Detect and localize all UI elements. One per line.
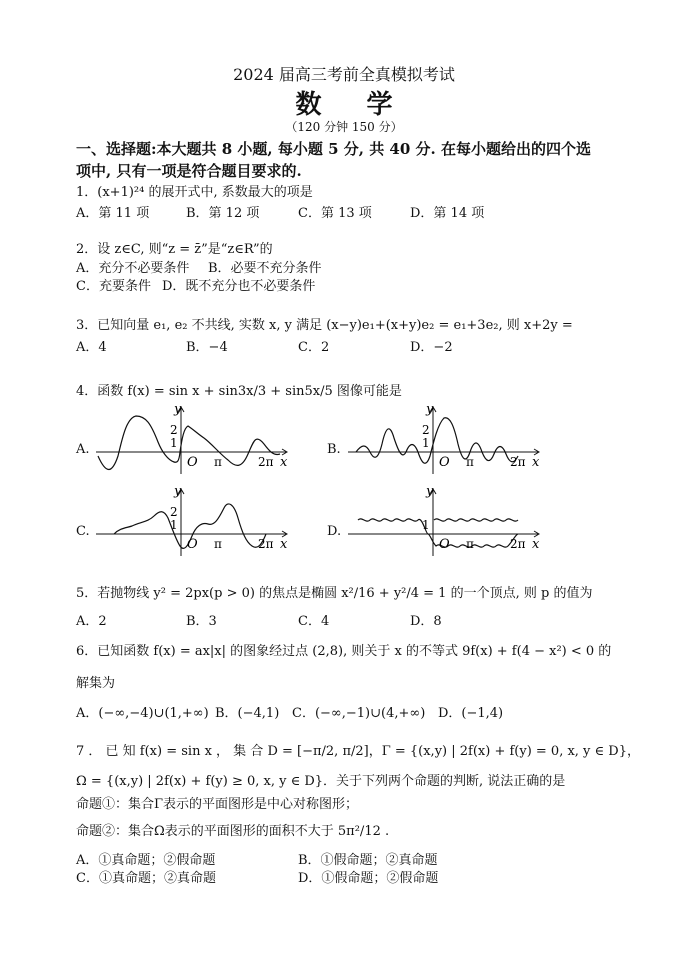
q4-option-b-label: B. bbox=[327, 442, 341, 457]
q7-stem-line1: 7 ． 已 知 f(x) = sin x ， 集 合 D = [−π/2, π/2]，Γ = {(x,y) | 2f(x) + f(y) = 0, x, y ∈ D}， bbox=[76, 744, 640, 759]
graph-d-curve bbox=[358, 519, 518, 547]
q6-stem-line2: 解集为 bbox=[76, 676, 116, 691]
tick-2: 2 bbox=[170, 505, 178, 519]
y-label: y bbox=[174, 486, 182, 499]
origin-label: O bbox=[439, 537, 450, 552]
q4-graph-d bbox=[348, 486, 548, 558]
q7-option-b: B．①假命题；②真命题 bbox=[298, 853, 438, 868]
q3-option-d: D．−2 bbox=[410, 340, 453, 355]
q3-option-c: C．2 bbox=[298, 340, 330, 355]
tick-2pi: 2π bbox=[258, 455, 274, 469]
q2-stem: 2．设 z∈C, 则“z = z̄”是“z∈R”的 bbox=[76, 242, 273, 257]
tick-1: 1 bbox=[170, 518, 178, 532]
q1-option-b: B．第 12 项 bbox=[186, 206, 260, 221]
exam-meta: （120 分钟 150 分） bbox=[285, 120, 403, 134]
x-label: x bbox=[280, 537, 288, 552]
q3-option-b: B．−4 bbox=[186, 340, 228, 355]
q5-option-c: C．4 bbox=[298, 614, 330, 629]
tick-1: 1 bbox=[170, 436, 178, 450]
q2-option-d: D．既不充分也不必要条件 bbox=[162, 279, 316, 294]
q1-option-c: C．第 13 项 bbox=[298, 206, 372, 221]
q4-option-d-label: D. bbox=[327, 524, 342, 539]
q4-graph-c bbox=[96, 486, 296, 558]
graph-d-curve-upper bbox=[434, 519, 518, 521]
tick-2: 2 bbox=[170, 423, 178, 437]
tick-pi: π bbox=[214, 455, 222, 469]
tick-2pi: 2π bbox=[510, 537, 526, 551]
q5-option-a: A．2 bbox=[76, 614, 107, 629]
q7-proposition-1: 命题①：集合Γ表示的平面图形是中心对称图形； bbox=[76, 797, 359, 812]
q1-option-d: D．第 14 项 bbox=[410, 206, 485, 221]
origin-label: O bbox=[187, 537, 198, 552]
q7-proposition-2: 命题②：集合Ω表示的平面图形的面积不大于 5π²/12 . bbox=[76, 824, 390, 839]
tick-1: 1 bbox=[422, 436, 430, 450]
q4-stem: 4．函数 f(x) = sin x + sin3x/3 + sin5x/5 图像可能是 bbox=[76, 384, 402, 399]
x-label: x bbox=[280, 455, 288, 470]
x-label: x bbox=[532, 455, 540, 470]
q6-option-a: A．(−∞,−4)∪(1,+∞) bbox=[76, 706, 209, 721]
q2-option-b: B．必要不充分条件 bbox=[208, 261, 322, 276]
tick-2pi: 2π bbox=[510, 455, 526, 469]
tick-1: 1 bbox=[422, 518, 430, 532]
y-label: y bbox=[426, 404, 434, 417]
q4-graph-a bbox=[96, 404, 296, 476]
x-label: x bbox=[532, 537, 540, 552]
q6-option-b: B．(−4,1) bbox=[215, 706, 280, 721]
origin-label: O bbox=[439, 455, 450, 470]
q7-option-d: D．①假命题；②假命题 bbox=[298, 871, 439, 886]
q2-option-a: A．充分不必要条件 bbox=[76, 261, 190, 276]
q4-option-a-label: A. bbox=[76, 442, 90, 457]
q7-option-a: A．①真命题；②假命题 bbox=[76, 853, 216, 868]
tick-2: 2 bbox=[422, 423, 430, 437]
tick-2pi: 2π bbox=[258, 537, 274, 551]
exam-title: 2024 届高三考前全真模拟考试 bbox=[233, 65, 455, 84]
q4-option-c-label: C. bbox=[76, 524, 90, 539]
q5-option-b: B．3 bbox=[186, 614, 217, 629]
graph-b-curve bbox=[356, 418, 518, 463]
q4-graph-b bbox=[348, 404, 548, 476]
section-heading-line1: 一、选择题:本大题共 8 小题, 每小题 5 分, 共 40 分. 在每小题给出的四个选 bbox=[76, 140, 591, 158]
section-heading-line2: 项中, 只有一项是符合题目要求的. bbox=[76, 162, 302, 180]
q5-option-d: D．8 bbox=[410, 614, 442, 629]
q6-option-d: D．(−1,4) bbox=[438, 706, 504, 721]
q6-option-c: C．(−∞,−1)∪(4,+∞) bbox=[292, 706, 426, 721]
q7-option-c: C．①真命题；②真命题 bbox=[76, 871, 216, 886]
q3-stem: 3．已知向量 e₁, e₂ 不共线, 实数 x, y 满足 (x−y)e₁+(x+y)e₂ = e₁+3e₂, 则 x+2y = bbox=[76, 318, 573, 333]
subject-heading: 数 学 bbox=[295, 90, 411, 120]
tick-pi: π bbox=[214, 537, 222, 551]
y-label: y bbox=[426, 486, 434, 499]
tick-pi: π bbox=[466, 455, 474, 469]
q3-option-a: A．4 bbox=[76, 340, 107, 355]
q2-option-c: C．充要条件 bbox=[76, 279, 151, 294]
tick-pi: π bbox=[466, 537, 474, 551]
y-label: y bbox=[174, 404, 182, 417]
q7-stem-line2: Ω = {(x,y) | 2f(x) + f(y) ≥ 0, x, y ∈ D}．关于下列两个命题的判断, 说法正确的是 bbox=[76, 774, 566, 789]
q1-option-a: A．第 11 项 bbox=[76, 206, 150, 221]
origin-label: O bbox=[187, 455, 198, 470]
q1-stem: 1．(x+1)²⁴ 的展开式中, 系数最大的项是 bbox=[76, 185, 313, 200]
q6-stem-line1: 6．已知函数 f(x) = ax|x| 的图象经过点 (2,8), 则关于 x 的不等式 9f(x) + f(4 − x²) < 0 的 bbox=[76, 644, 612, 659]
q5-stem: 5．若抛物线 y² = 2px(p > 0) 的焦点是椭圆 x²/16 + y²/4 = 1 的一个顶点, 则 p 的值为 bbox=[76, 586, 593, 601]
